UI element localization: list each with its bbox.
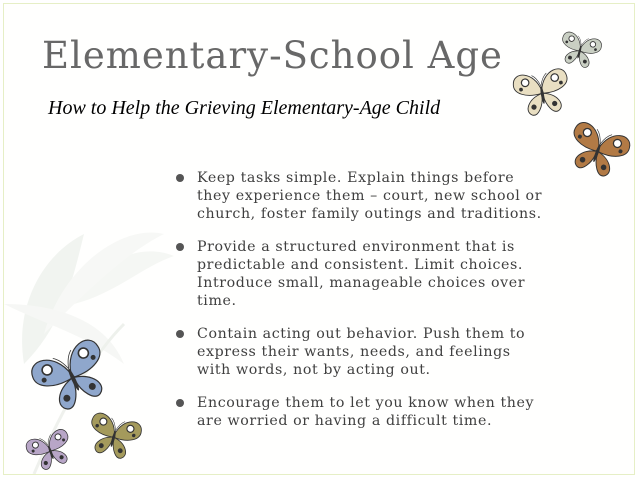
bullet-text: Contain acting out behavior. Push them to express their wants, needs, and feelings with words, not by acting out. [197,326,526,378]
bullet-list [176,169,546,445]
slide-subtitle: How to Help the Grieving Elementary-Age Child [48,97,441,119]
bullet-dot-icon [176,174,184,182]
bullet-dot-icon [176,330,184,338]
bullet-text: Keep tasks simple. Explain things before they experience them – court, new school or church, foster family outings and traditions. [197,170,543,222]
bullet-dot-icon [176,243,184,251]
bullet-text: Provide a structured environment that is predictable and consistent. Limit choices. Introduce small, manageable choices over time. [197,239,526,309]
butterfly-icon [24,427,76,473]
butterfly-icon [557,31,603,71]
butterfly-icon [512,67,573,117]
bullet-text: Encourage them to let you know when they are worried or having a difficult time. [197,395,535,429]
list-item [176,394,546,430]
list-item [176,238,546,310]
bullet-dot-icon [176,399,184,407]
slide-title: Elementary-School Age [42,34,503,77]
butterfly-icon [563,120,633,182]
list-item [176,325,546,379]
butterfly-icon [84,411,143,462]
slide [3,3,635,475]
list-item [176,169,546,223]
